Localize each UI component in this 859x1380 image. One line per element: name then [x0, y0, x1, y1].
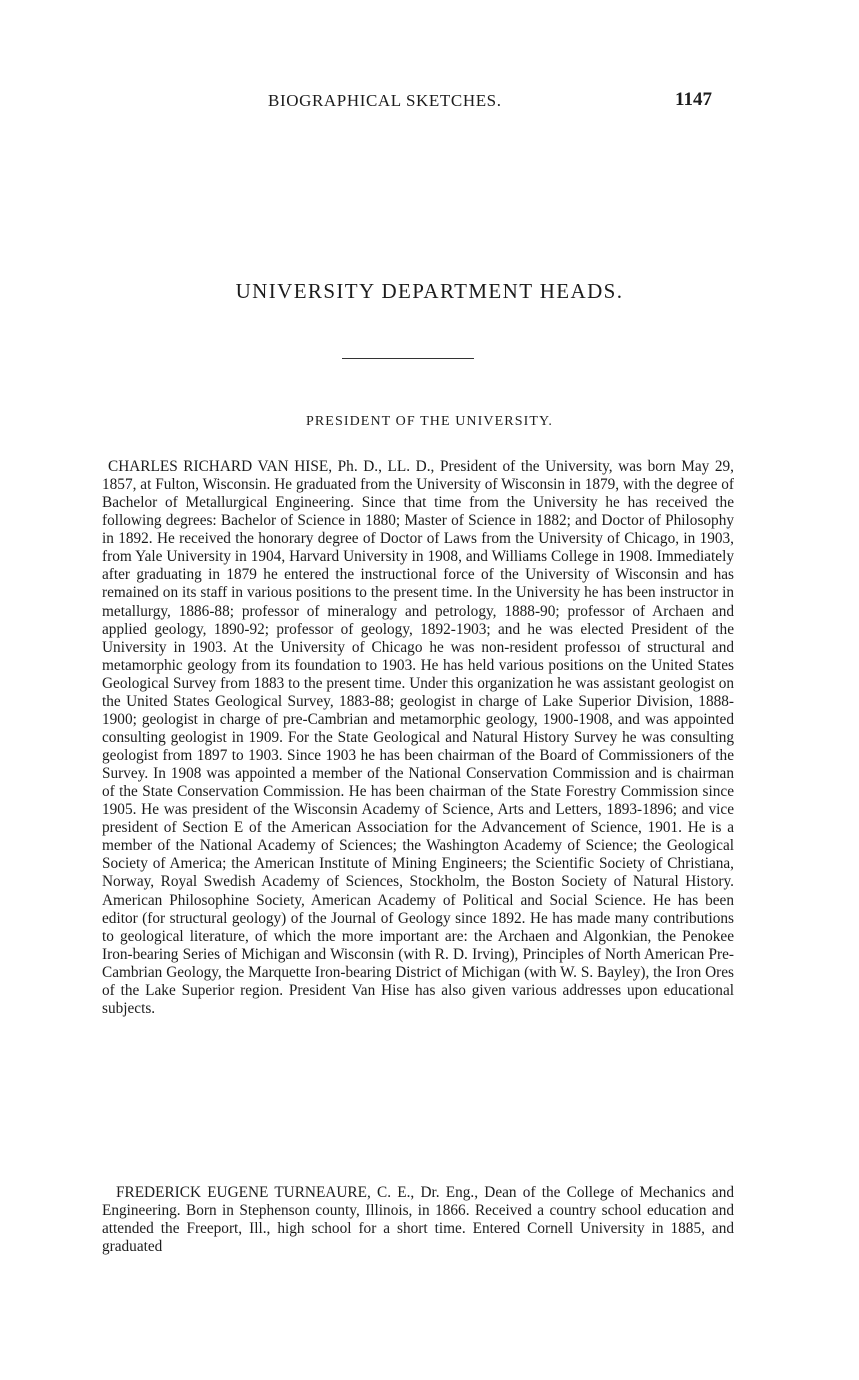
running-title: BIOGRAPHICAL SKETCHES. [268, 91, 502, 110]
section-title: UNIVERSITY DEPARTMENT HEADS. [235, 279, 624, 303]
page-number: 1147 [675, 89, 712, 110]
divider-rule [342, 358, 474, 359]
biography-turneaure: FREDERICK EUGENE TURNEAURE, C. E., Dr. Eng., Dean of the College of Mechanics and Engineering. Born in Stephenson county, Illinois, in 1866. Received a country school education and attended the Freeport, Ill., high school for a short time. Entered Cornell University in 1885, and graduated [102, 1184, 734, 1256]
sub-heading: PRESIDENT OF THE UNIVERSITY. [305, 414, 554, 429]
biography-van-hise: CHARLES RICHARD VAN HISE, Ph. D., LL. D., President of the University, was born May 29, 1857, at Fulton, Wisconsin. He graduated from the University of Wisconsin in 1879, with the degree of Bachelor of Metallurgical Engineering. Since that time from the University he has received the following degrees: Bachelor of Science in 1880; Master of Science in 1882; and Doctor of Philosophy in 1892. He received the honorary degree of Doctor of Laws from the University of Chicago, in 1903, from Yale University in 1904, Harvard University in 1908, and Williams College in 1908. Immediately after graduating in 1879 he entered the instructional force of the University of Wisconsin and has remained on its staff in various positions to the present time. In the University he has been instructor in metallurgy, 1886-88; professor of mineralogy and petrology, 1888-90; professor of Archaen and applied geology, 1890-92; professor of geology, 1892-1903; and he was elected President of the University in 1903. At the University of Chicago he was non-resident professoı of structural and metamorphic geology from its foundation to 1903. He has held various positions on the United States Geological Survey from 1883 to the present time. Under this organization he was assistant geologist on the United States Geological Survey, 1883-88; geologist in charge of Lake Superior Division, 1888-1900; geologist in charge of pre-Cambrian and metamorphic geology, 1900-1908, and was appointed consulting geologist in 1909. For the State Geological and Natural History Survey he was consulting geologist from 1897 to 1903. Since 1903 he has been chairman of the Board of Commissioners of the Survey. In 1908 was appointed a member of the National Conservation Commission and is chairman of the State Conservation Commission. He has been chairman of the State Forestry Commission since 1905. He was president of the Wisconsin Academy of Science, Arts and Letters, 1893-1896; and vice president of Section E of the American Association for the Advancement of Science, 1901. He is a member of the National Academy of Sciences; the Washington Academy of Science; the Geological Society of America; the American Institute of Mining Engineers; the Scientific Society of Christiana, Norway, Royal Swedish Academy of Sciences, Stockholm, the Boston Society of Natural History. American Philosophine Society, American Academy of Political and Social Science. He has been editor (for structural geology) of the Journal of Geology since 1892. He has made many contributions to geological literature, of which the more important are: the Archaen and Algonkian, the Penokee Iron-bearing Series of Michigan and Wisconsin (with R. D. Irving), Principles of North American Pre-Cambrian Geology, the Marquette Iron-bearing District of Michigan (with W. S. Bayley), the Iron Ores of the Lake Superior region. President Van Hise has also given various addresses upon educational subjects. [102, 458, 734, 1017]
running-head [0, 91, 859, 121]
